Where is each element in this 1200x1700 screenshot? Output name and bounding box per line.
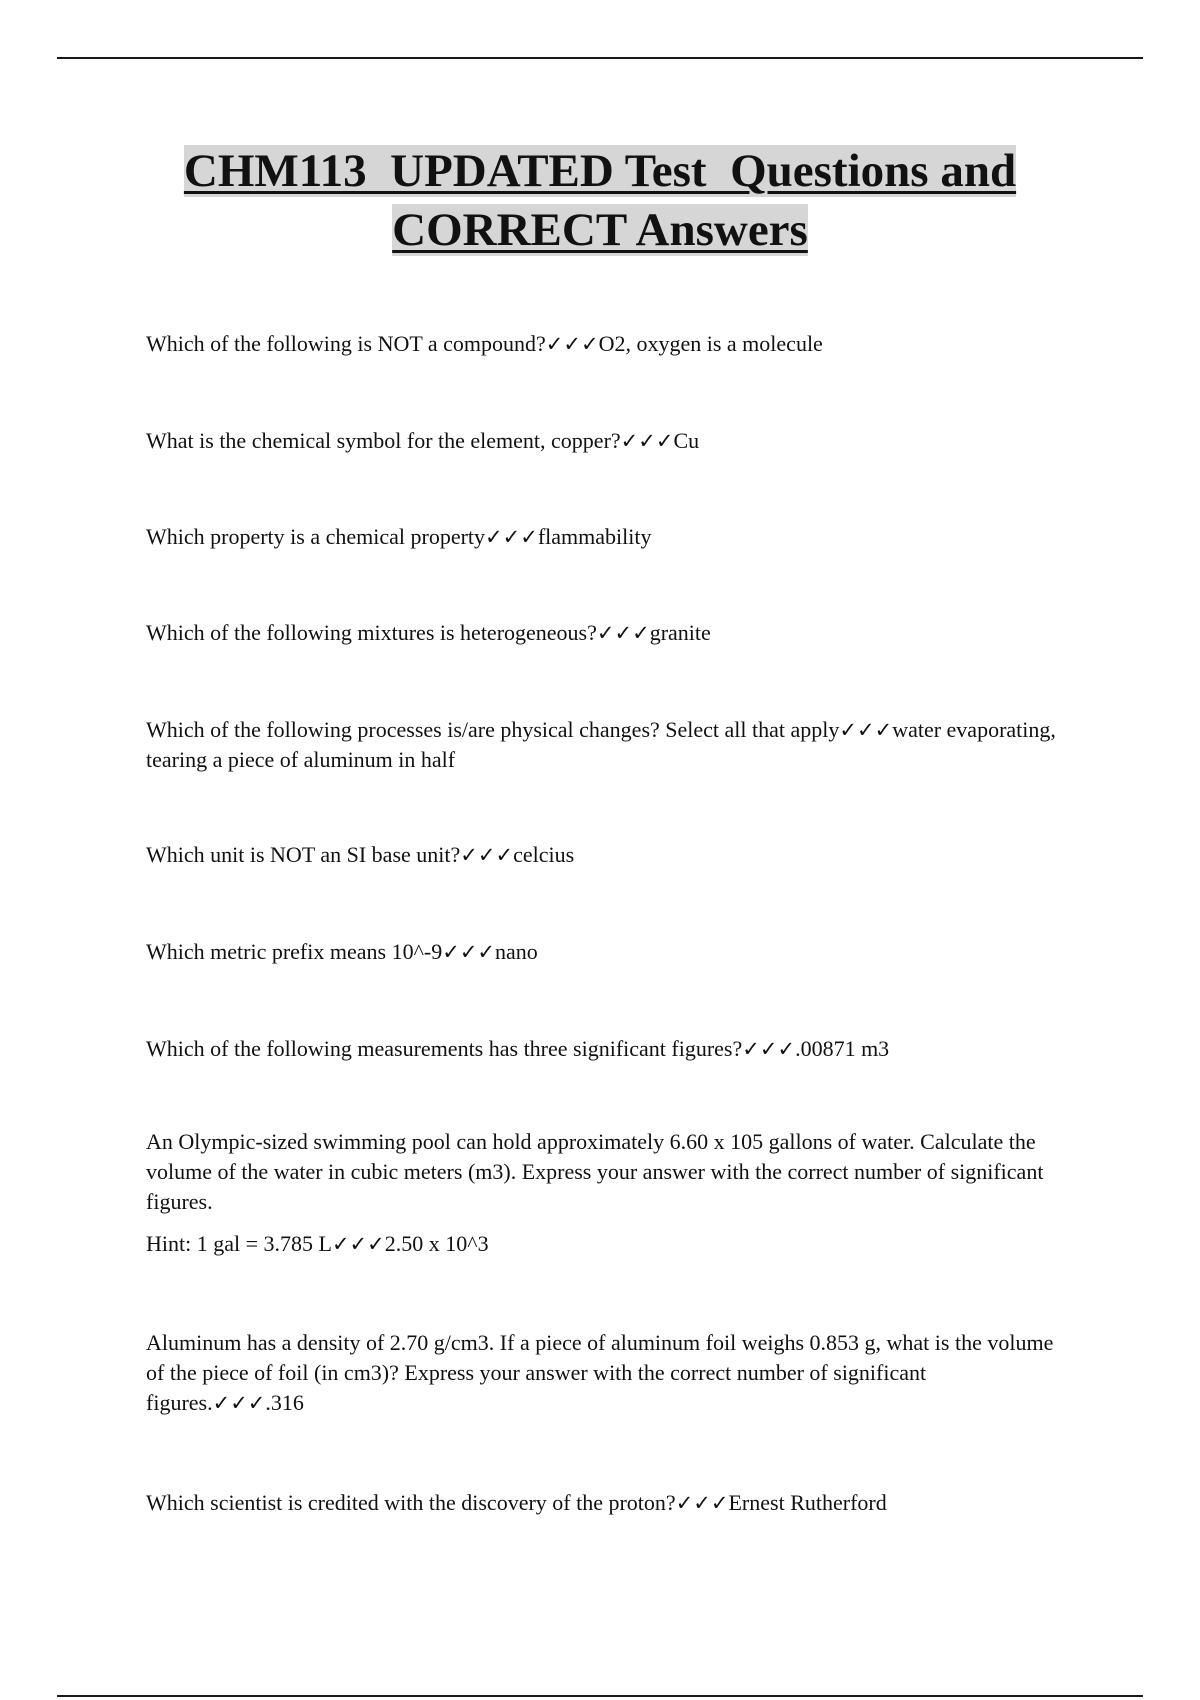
qa-item-10: [146, 1328, 1066, 1418]
qa-item-6: [146, 840, 1066, 870]
question: Which scientist is credited with the discovery of the proton?: [146, 1490, 676, 1515]
question: Which of the following measurements has three significant figures?: [146, 1036, 743, 1061]
question: An Olympic-sized swimming pool can hold approximately 6.60 x 105 gallons of water. Calculate the volume of the water in cubic meters (m3). Express your answer with the correct number of significant figures.: [146, 1129, 1044, 1214]
check-marks-icon: ✓✓✓: [620, 429, 674, 453]
title-line-1: CHM113 UPDATED Test Questions and: [183, 145, 1017, 197]
qa-item-4: [146, 618, 1066, 648]
hint: Hint: 1 gal = 3.785 L: [146, 1231, 332, 1256]
check-marks-icon: ✓✓✓: [839, 718, 893, 742]
question: Which of the following mixtures is heterogeneous?: [146, 620, 597, 645]
qa-item-9: [146, 1127, 1066, 1259]
answer: flammability: [537, 524, 652, 549]
check-marks-icon: ✓✓✓: [331, 1232, 385, 1256]
qa-item-8: [146, 1034, 1066, 1064]
qa-item-3: [146, 522, 1066, 552]
answer: Ernest Rutherford: [728, 1490, 887, 1515]
qa-item-7: [146, 937, 1066, 967]
answer: water evaporating, tearing a piece of aluminum in half: [146, 717, 1056, 772]
answer: 2.50 x 10^3: [384, 1231, 489, 1256]
check-marks-icon: ✓✓✓: [442, 940, 496, 964]
question: Which property is a chemical property: [146, 524, 486, 549]
check-marks-icon: ✓✓✓: [485, 525, 538, 549]
answer: .316: [265, 1390, 304, 1415]
top-rule: [57, 57, 1143, 59]
answer: nano: [495, 939, 538, 964]
question: What is the chemical symbol for the element, copper?: [146, 428, 621, 453]
answer: granite: [649, 620, 711, 645]
check-marks-icon: ✓✓✓: [675, 1491, 729, 1515]
check-marks-icon: ✓✓✓: [212, 1391, 266, 1415]
qa-item-2: [146, 426, 1066, 456]
question: Which unit is NOT an SI base unit?: [146, 842, 461, 867]
answer: Cu: [673, 428, 700, 453]
check-marks-icon: ✓✓✓: [742, 1037, 796, 1061]
title-line-2: CORRECT Answers: [392, 204, 808, 256]
question: Which metric prefix means 10^-9: [146, 939, 443, 964]
answer: .00871 m3: [795, 1036, 890, 1061]
qa-item-5: [146, 715, 1066, 775]
question: Which of the following processes is/are physical changes? Select all that apply: [146, 717, 840, 742]
question: Which of the following is NOT a compound?: [146, 331, 546, 356]
bottom-rule: [57, 1695, 1143, 1697]
question: Aluminum has a density of 2.70 g/cm3. If a piece of aluminum foil weighs 0.853 g, what is the volume of the piece of foil (in cm3)? Express your answer with the correct number of significant figures.: [146, 1330, 1054, 1415]
check-marks-icon: ✓✓✓: [460, 843, 514, 867]
answer: O2, oxygen is a molecule: [598, 331, 823, 356]
document-title: [60, 142, 1140, 260]
check-marks-icon: ✓✓✓: [596, 621, 650, 645]
qa-item-1: [146, 329, 1066, 359]
answer: celcius: [513, 842, 575, 867]
check-marks-icon: ✓✓✓: [545, 332, 599, 356]
qa-item-11: [146, 1488, 1066, 1518]
